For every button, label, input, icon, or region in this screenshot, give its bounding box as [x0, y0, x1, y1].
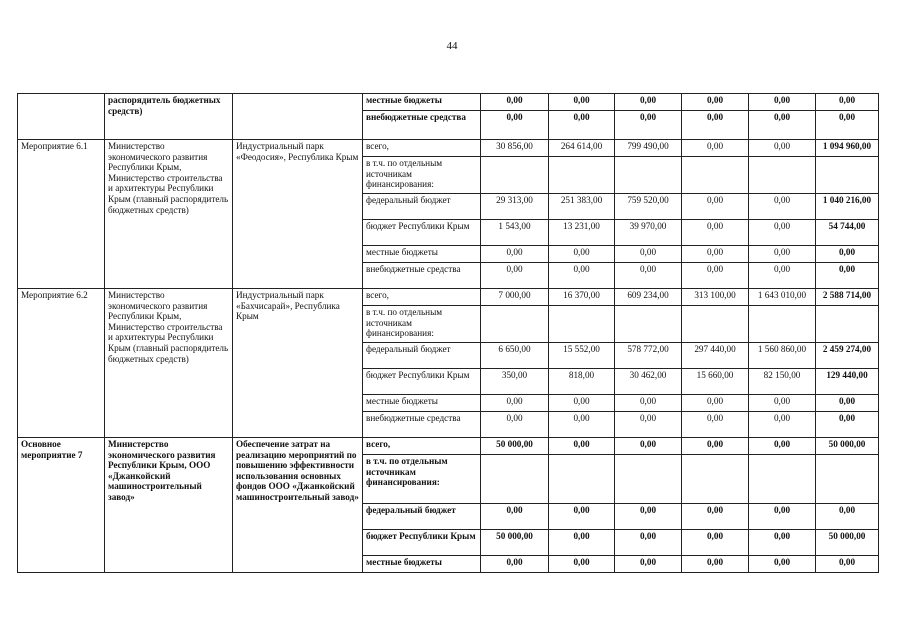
year-value-cell: [481, 306, 549, 343]
year-value-cell: 0,00: [481, 111, 549, 140]
year-value-cell: 759 520,00: [615, 194, 682, 220]
funding-source-cell: в т.ч. по отдельным источникам финансирования:: [363, 306, 481, 343]
year-value-cell: [682, 157, 749, 194]
total-value-cell: 0,00: [816, 504, 879, 530]
year-value-cell: 0,00: [615, 395, 682, 412]
year-value-cell: 0,00: [549, 556, 615, 573]
year-value-cell: 818,00: [549, 369, 615, 395]
year-value-cell: [749, 306, 816, 343]
total-value-cell: 2 459 274,00: [816, 343, 879, 369]
total-value-cell: 0,00: [816, 94, 879, 111]
object-cell: Индустриальный парк «Бахчисарай», Республика Крым: [233, 289, 363, 438]
year-value-cell: 0,00: [682, 556, 749, 573]
funding-source-cell: всего,: [363, 289, 481, 306]
year-value-cell: 0,00: [682, 530, 749, 556]
object-cell: Обеспечение затрат на реализацию мероприятий по повышению эффективности использования основных фондов ООО «Джанкойский машиностроительный завод»: [233, 438, 363, 573]
total-value-cell: 1 094 960,00: [816, 140, 879, 157]
total-value-cell: [816, 306, 879, 343]
year-value-cell: [615, 157, 682, 194]
year-value-cell: 0,00: [481, 504, 549, 530]
budget-table: [17, 93, 879, 573]
year-value-cell: 0,00: [749, 263, 816, 289]
table-row: [18, 94, 879, 111]
year-value-cell: 0,00: [682, 263, 749, 289]
year-value-cell: 0,00: [682, 395, 749, 412]
year-value-cell: 0,00: [749, 530, 816, 556]
year-value-cell: 0,00: [682, 111, 749, 140]
year-value-cell: 0,00: [549, 94, 615, 111]
year-value-cell: 6 650,00: [481, 343, 549, 369]
funding-source-cell: местные бюджеты: [363, 556, 481, 573]
object-cell: Индустриальный парк «Феодосия», Республика Крым: [233, 140, 363, 289]
funding-source-cell: бюджет Республики Крым: [363, 369, 481, 395]
funding-source-cell: местные бюджеты: [363, 395, 481, 412]
year-value-cell: 0,00: [615, 263, 682, 289]
year-value-cell: [549, 455, 615, 504]
executor-cell: Министерство экономического развития Республики Крым, Министерство строительства и архитектуры Республики Крым (главный распорядитель бюджетных средств): [105, 140, 233, 289]
year-value-cell: 0,00: [682, 194, 749, 220]
year-value-cell: 82 150,00: [749, 369, 816, 395]
year-value-cell: 0,00: [549, 438, 615, 455]
year-value-cell: 0,00: [481, 556, 549, 573]
object-cell: [233, 94, 363, 140]
year-value-cell: 0,00: [749, 140, 816, 157]
year-value-cell: 0,00: [682, 94, 749, 111]
total-value-cell: [816, 455, 879, 504]
measure-cell: Основное мероприятие 7: [18, 438, 105, 573]
total-value-cell: 54 744,00: [816, 220, 879, 246]
year-value-cell: 0,00: [682, 504, 749, 530]
year-value-cell: 0,00: [549, 412, 615, 438]
year-value-cell: 0,00: [682, 140, 749, 157]
year-value-cell: 0,00: [615, 438, 682, 455]
year-value-cell: 7 000,00: [481, 289, 549, 306]
year-value-cell: 0,00: [549, 504, 615, 530]
year-value-cell: 0,00: [615, 530, 682, 556]
year-value-cell: 16 370,00: [549, 289, 615, 306]
year-value-cell: 0,00: [615, 412, 682, 438]
funding-source-cell: внебюджетные средства: [363, 263, 481, 289]
year-value-cell: 50 000,00: [481, 530, 549, 556]
funding-source-cell: бюджет Республики Крым: [363, 530, 481, 556]
year-value-cell: 578 772,00: [615, 343, 682, 369]
year-value-cell: 0,00: [549, 111, 615, 140]
year-value-cell: 0,00: [749, 194, 816, 220]
year-value-cell: 0,00: [682, 220, 749, 246]
year-value-cell: 0,00: [549, 530, 615, 556]
total-value-cell: 0,00: [816, 111, 879, 140]
year-value-cell: 1 560 860,00: [749, 343, 816, 369]
measure-cell: [18, 94, 105, 140]
funding-source-cell: внебюджетные средства: [363, 111, 481, 140]
funding-source-cell: федеральный бюджет: [363, 504, 481, 530]
year-value-cell: 0,00: [682, 412, 749, 438]
table-row: [18, 140, 879, 157]
year-value-cell: [615, 306, 682, 343]
total-value-cell: 0,00: [816, 556, 879, 573]
year-value-cell: 251 383,00: [549, 194, 615, 220]
funding-source-cell: федеральный бюджет: [363, 343, 481, 369]
year-value-cell: [615, 455, 682, 504]
funding-source-cell: федеральный бюджет: [363, 194, 481, 220]
year-value-cell: 0,00: [615, 111, 682, 140]
year-value-cell: 0,00: [481, 263, 549, 289]
year-value-cell: 0,00: [481, 94, 549, 111]
funding-source-cell: внебюджетные средства: [363, 412, 481, 438]
year-value-cell: 0,00: [749, 556, 816, 573]
year-value-cell: 15 552,00: [549, 343, 615, 369]
year-value-cell: 0,00: [549, 395, 615, 412]
year-value-cell: 0,00: [481, 412, 549, 438]
year-value-cell: 0,00: [749, 438, 816, 455]
year-value-cell: 30 856,00: [481, 140, 549, 157]
year-value-cell: 264 614,00: [549, 140, 615, 157]
year-value-cell: 30 462,00: [615, 369, 682, 395]
funding-source-cell: всего,: [363, 140, 481, 157]
year-value-cell: 0,00: [615, 246, 682, 263]
measure-cell: Мероприятие 6.1: [18, 140, 105, 289]
year-value-cell: 0,00: [749, 111, 816, 140]
total-value-cell: 2 588 714,00: [816, 289, 879, 306]
measure-cell: Мероприятие 6.2: [18, 289, 105, 438]
year-value-cell: 29 313,00: [481, 194, 549, 220]
year-value-cell: [749, 455, 816, 504]
year-value-cell: 0,00: [749, 412, 816, 438]
year-value-cell: 350,00: [481, 369, 549, 395]
year-value-cell: [682, 306, 749, 343]
total-value-cell: 0,00: [816, 395, 879, 412]
total-value-cell: 1 040 216,00: [816, 194, 879, 220]
year-value-cell: 0,00: [682, 246, 749, 263]
year-value-cell: 0,00: [615, 504, 682, 530]
year-value-cell: 0,00: [749, 504, 816, 530]
year-value-cell: [749, 157, 816, 194]
year-value-cell: 50 000,00: [481, 438, 549, 455]
total-value-cell: 129 440,00: [816, 369, 879, 395]
funding-source-cell: местные бюджеты: [363, 94, 481, 111]
total-value-cell: 0,00: [816, 263, 879, 289]
year-value-cell: [549, 306, 615, 343]
year-value-cell: [481, 157, 549, 194]
year-value-cell: 0,00: [749, 94, 816, 111]
page-number: 44: [446, 40, 458, 52]
year-value-cell: 0,00: [481, 246, 549, 263]
year-value-cell: 13 231,00: [549, 220, 615, 246]
funding-source-cell: в т.ч. по отдельным источникам финансирования:: [363, 455, 481, 504]
funding-source-cell: местные бюджеты: [363, 246, 481, 263]
table-row: [18, 289, 879, 306]
executor-cell: Министерство экономического развития Республики Крым, ООО «Джанкойский машиностроительный завод»: [105, 438, 233, 573]
year-value-cell: 297 440,00: [682, 343, 749, 369]
year-value-cell: [682, 455, 749, 504]
funding-source-cell: всего,: [363, 438, 481, 455]
funding-source-cell: в т.ч. по отдельным источникам финансирования:: [363, 157, 481, 194]
year-value-cell: [549, 157, 615, 194]
funding-source-cell: бюджет Республики Крым: [363, 220, 481, 246]
year-value-cell: 0,00: [549, 246, 615, 263]
total-value-cell: 0,00: [816, 412, 879, 438]
total-value-cell: 0,00: [816, 246, 879, 263]
year-value-cell: 0,00: [615, 556, 682, 573]
year-value-cell: 1 643 010,00: [749, 289, 816, 306]
total-value-cell: 50 000,00: [816, 438, 879, 455]
executor-cell: Министерство экономического развития Республики Крым, Министерство строительства и архитектуры Республики Крым (главный распорядитель бюджетных средств): [105, 289, 233, 438]
year-value-cell: 39 970,00: [615, 220, 682, 246]
year-value-cell: 313 100,00: [682, 289, 749, 306]
year-value-cell: 0,00: [615, 94, 682, 111]
year-value-cell: [481, 455, 549, 504]
year-value-cell: 799 490,00: [615, 140, 682, 157]
year-value-cell: 609 234,00: [615, 289, 682, 306]
year-value-cell: 1 543,00: [481, 220, 549, 246]
year-value-cell: 0,00: [749, 246, 816, 263]
year-value-cell: 15 660,00: [682, 369, 749, 395]
year-value-cell: 0,00: [481, 395, 549, 412]
year-value-cell: 0,00: [749, 395, 816, 412]
executor-cell: распорядитель бюджетных средств): [105, 94, 233, 140]
total-value-cell: 50 000,00: [816, 530, 879, 556]
total-value-cell: [816, 157, 879, 194]
year-value-cell: 0,00: [749, 220, 816, 246]
table-row: [18, 438, 879, 455]
year-value-cell: 0,00: [549, 263, 615, 289]
year-value-cell: 0,00: [682, 438, 749, 455]
